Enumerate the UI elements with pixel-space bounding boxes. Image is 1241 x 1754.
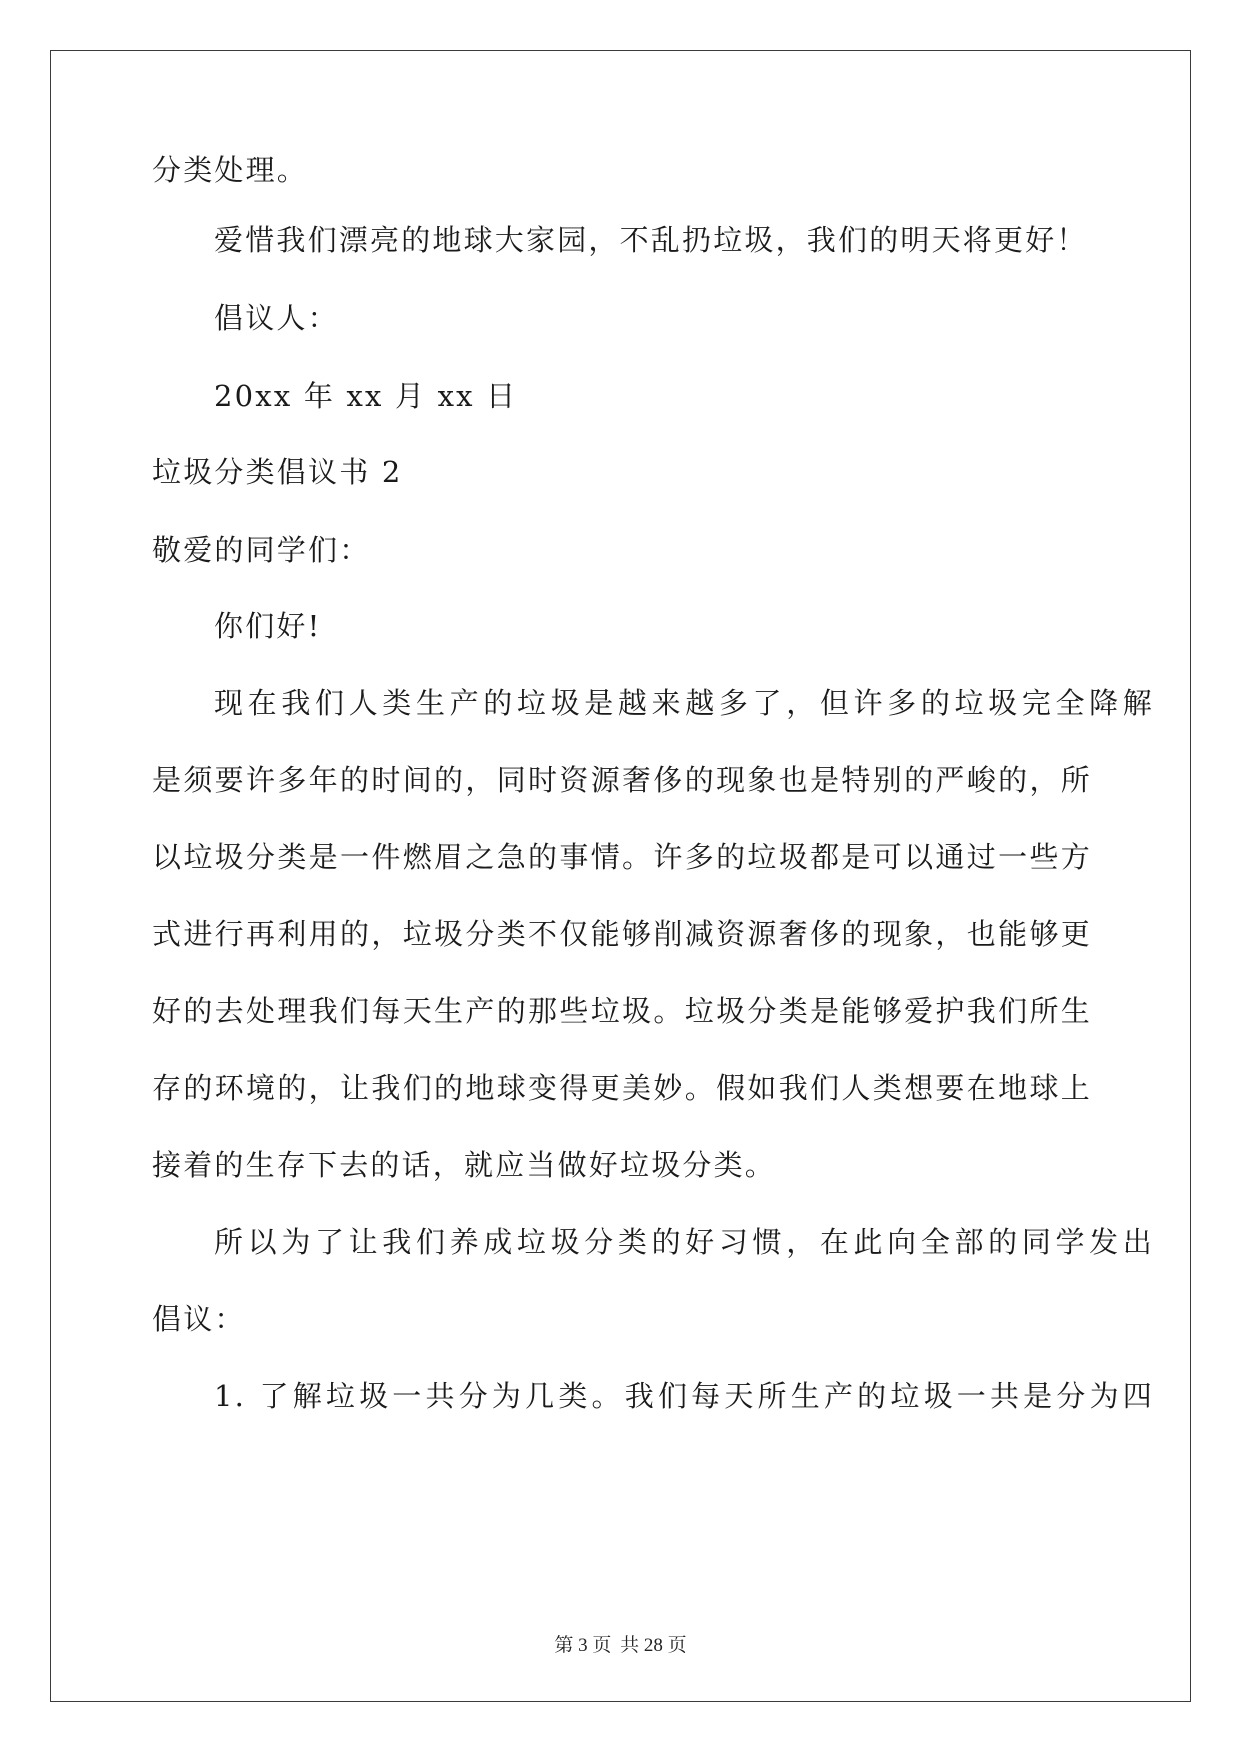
section-title: 垃圾分类倡议书 2 (152, 455, 403, 489)
text-line: 以垃圾分类是一件燃眉之急的事情。许多的垃圾都是可以通过一些方 (152, 840, 1092, 874)
text-line: 爱惜我们漂亮的地球大家园，不乱扔垃圾，我们的明天将更好！ (214, 223, 1088, 257)
text-line: 式进行再利用的，垃圾分类不仅能够削减资源奢侈的现象，也能够更 (152, 917, 1092, 951)
text-line: 好的去处理我们每天生产的那些垃圾。垃圾分类是能够爱护我们所生 (152, 994, 1092, 1028)
date-line: 20xx 年 xx 月 xx 日 (214, 379, 518, 413)
salutation: 敬爱的同学们： (152, 533, 371, 567)
text-line: 存的环境的，让我们的地球变得更美妙。假如我们人类想要在地球上 (152, 1071, 1092, 1105)
text-line: 是须要许多年的时间的，同时资源奢侈的现象也是特别的严峻的，所 (152, 763, 1092, 797)
text-line: 接着的生存下去的话，就应当做好垃圾分类。 (152, 1148, 777, 1182)
greeting: 你们好! (214, 609, 322, 643)
page-number: 第 3 页 (554, 1635, 612, 1656)
text-line: 倡议人： (214, 301, 339, 335)
page-footer (0, 1630, 1241, 1657)
text-line: 倡议： (152, 1302, 246, 1336)
text-line: 现在我们人类生产的垃圾是越来越多了，但许多的垃圾完全降解 (214, 686, 1154, 720)
page-total: 共 28 页 (620, 1635, 687, 1656)
text-line: 所以为了让我们养成垃圾分类的好习惯，在此向全部的同学发出 (214, 1225, 1154, 1259)
list-item: 1. 了解垃圾一共分为几类。我们每天所生产的垃圾一共是分为四 (214, 1379, 1154, 1413)
text-line: 分类处理。 (152, 153, 309, 187)
